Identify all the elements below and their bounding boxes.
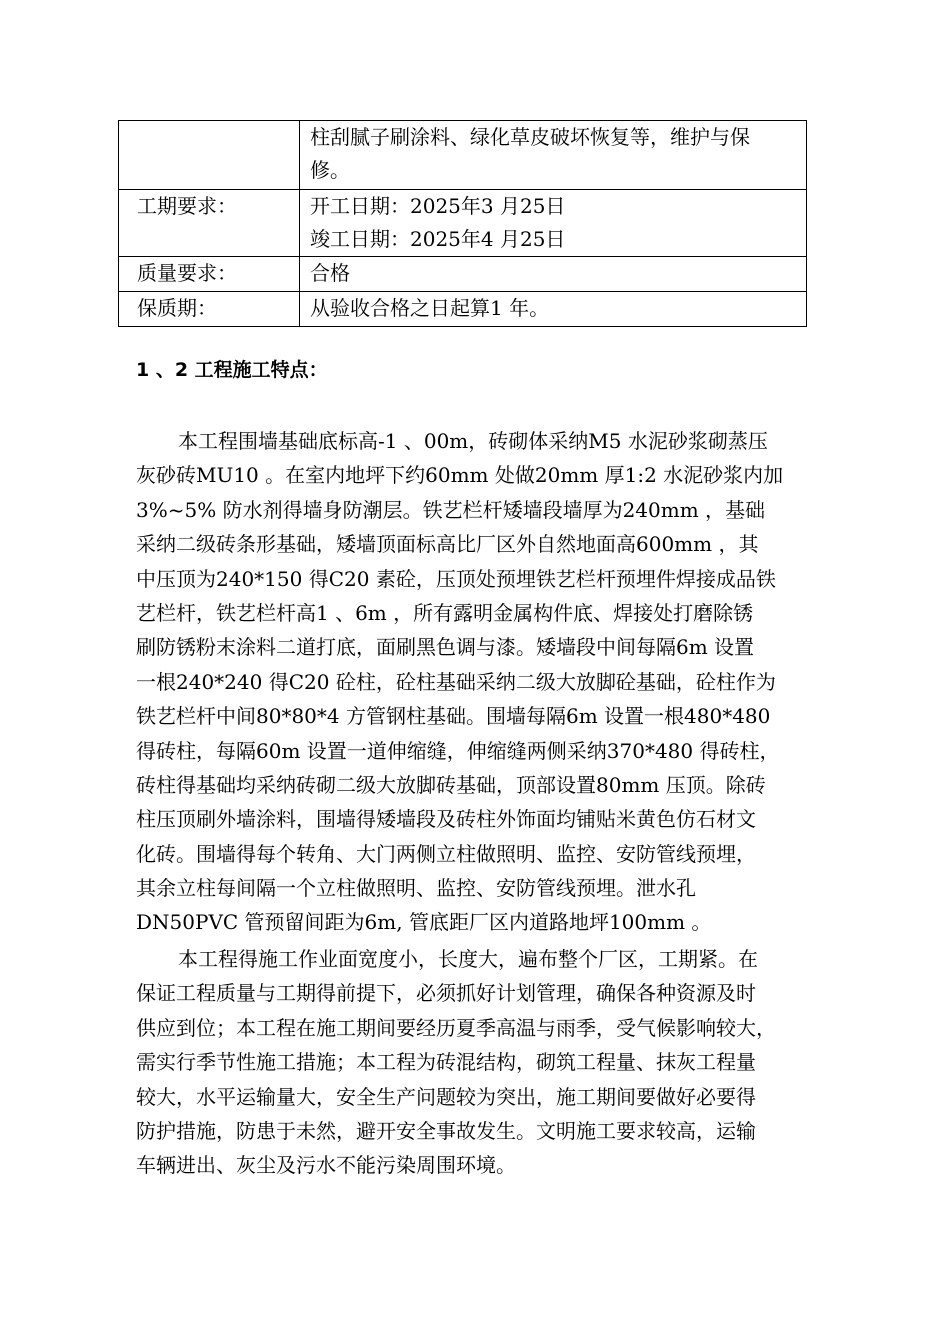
paragraph-line: 3%~5% 防水剂得墙身防潮层。铁艺栏杆矮墙段墙厚为240mm ，基础	[136, 497, 766, 522]
paragraph-line: 其余立柱每间隔一个立柱做照明、监控、安防管线预埋。泄水孔	[136, 876, 696, 901]
table-label-cell: 工期要求：	[119, 190, 300, 257]
paragraph-line: 较大，水平运输量大，安全生产问题较为突出，施工期间要做好必要得	[136, 1084, 756, 1109]
paragraph-line: 艺栏杆，铁艺栏杆高1 、6m ，所有露明金属构件底、焊接处打磨除锈	[136, 600, 754, 625]
start-date-line: 开工日期：2025年3 月25日	[310, 194, 566, 218]
paragraph-line: 中压顶为240*150 得C20 素砼，压顶处预埋铁艺栏杆预埋件焊接成品铁	[136, 566, 776, 591]
paragraph	[136, 942, 836, 1183]
project-info-table	[118, 120, 807, 327]
paragraph-line: 砖柱得基础均采纳砖砌二级大放脚砖基础，顶部设置80mm 压顶。除砖	[136, 772, 766, 797]
paragraph-line: DN50PVC 管预留间距为6m, 管底距厂区内道路地坪100mm 。	[136, 910, 712, 935]
table-row	[119, 190, 807, 257]
section-heading: 1 、2 工程施工特点：	[136, 359, 328, 381]
paragraph-line: 保证工程质量与工期得前提下，必须抓好计划管理，确保各种资源及时	[136, 981, 756, 1006]
table-value-cell	[300, 292, 807, 327]
paragraph-line: 铁艺栏杆中间80*80*4 方管钢柱基础。围墙每隔6m 设置一根480*480	[136, 704, 771, 729]
paragraph-line: 得砖柱，每隔60m 设置一道伸缩缝，伸缩缝两侧采纳370*480 得砖柱，	[136, 738, 780, 763]
paragraph-line: 车辆进出、灰尘及污水不能污染周围环境。	[136, 1153, 516, 1178]
table-value-line: 柱刮腻子刷涂料、绿化草皮破坏恢复等，维护与保	[310, 125, 750, 149]
quality-value: 合格	[310, 261, 350, 285]
paragraph-line: 柱压顶刷外墙涂料，围墙得矮墙段及砖柱外饰面均铺贴米黄色仿石材文	[136, 807, 756, 832]
table-label-cell	[119, 121, 300, 190]
warranty-value: 从验收合格之日起算1 年。	[310, 296, 550, 320]
paragraph-line: 采纳二级砖条形基础，矮墙顶面标高比厂区外自然地面高600mm ，其	[136, 532, 759, 557]
table-row	[119, 292, 807, 327]
table-row	[119, 121, 807, 190]
table-label-cell: 质量要求：	[119, 257, 300, 292]
paragraph-line: 本工程围墙基础底标高-1 、00m，砖砌体采纳M5 水泥砂浆砌蒸压	[178, 429, 768, 453]
paragraph-line: 防护措施，防患于未然，避开安全事故发生。文明施工要求较高，运输	[136, 1118, 756, 1143]
end-date-line: 竣工日期：2025年4 月25日	[310, 227, 566, 251]
paragraph-line: 化砖。围墙得每个转角、大门两侧立柱做照明、监控、安防管线预埋，	[136, 841, 756, 866]
table-row	[119, 257, 807, 292]
table-value-cell	[300, 257, 807, 292]
table-label-cell: 保质期：	[119, 292, 300, 327]
table-value-cell	[300, 121, 807, 190]
paragraph-line: 灰砂砖MU10 。在室内地坪下约60mm 处做20mm 厚1:2 水泥砂浆内加	[136, 463, 784, 488]
table-value-cell	[300, 190, 807, 257]
paragraph-line: 一根240*240 得C20 砼柱，砼柱基础采纳二级大放脚砼基础，砼柱作为	[136, 669, 776, 694]
paragraph	[136, 424, 836, 940]
paragraph-line: 供应到位；本工程在施工期间要经历夏季高温与雨季，受气候影响较大，	[136, 1015, 776, 1040]
table-value-line: 修。	[310, 158, 350, 182]
paragraph-line: 需实行季节性施工措施；本工程为砖混结构，砌筑工程量、抹灰工程量	[136, 1050, 756, 1075]
paragraph-line: 刷防锈粉末涂料二道打底，面刷黑色调与漆。矮墙段中间每隔6m 设置	[136, 635, 755, 660]
paragraph-line: 本工程得施工作业面宽度小，长度大，遍布整个厂区，工期紧。在	[178, 947, 758, 971]
